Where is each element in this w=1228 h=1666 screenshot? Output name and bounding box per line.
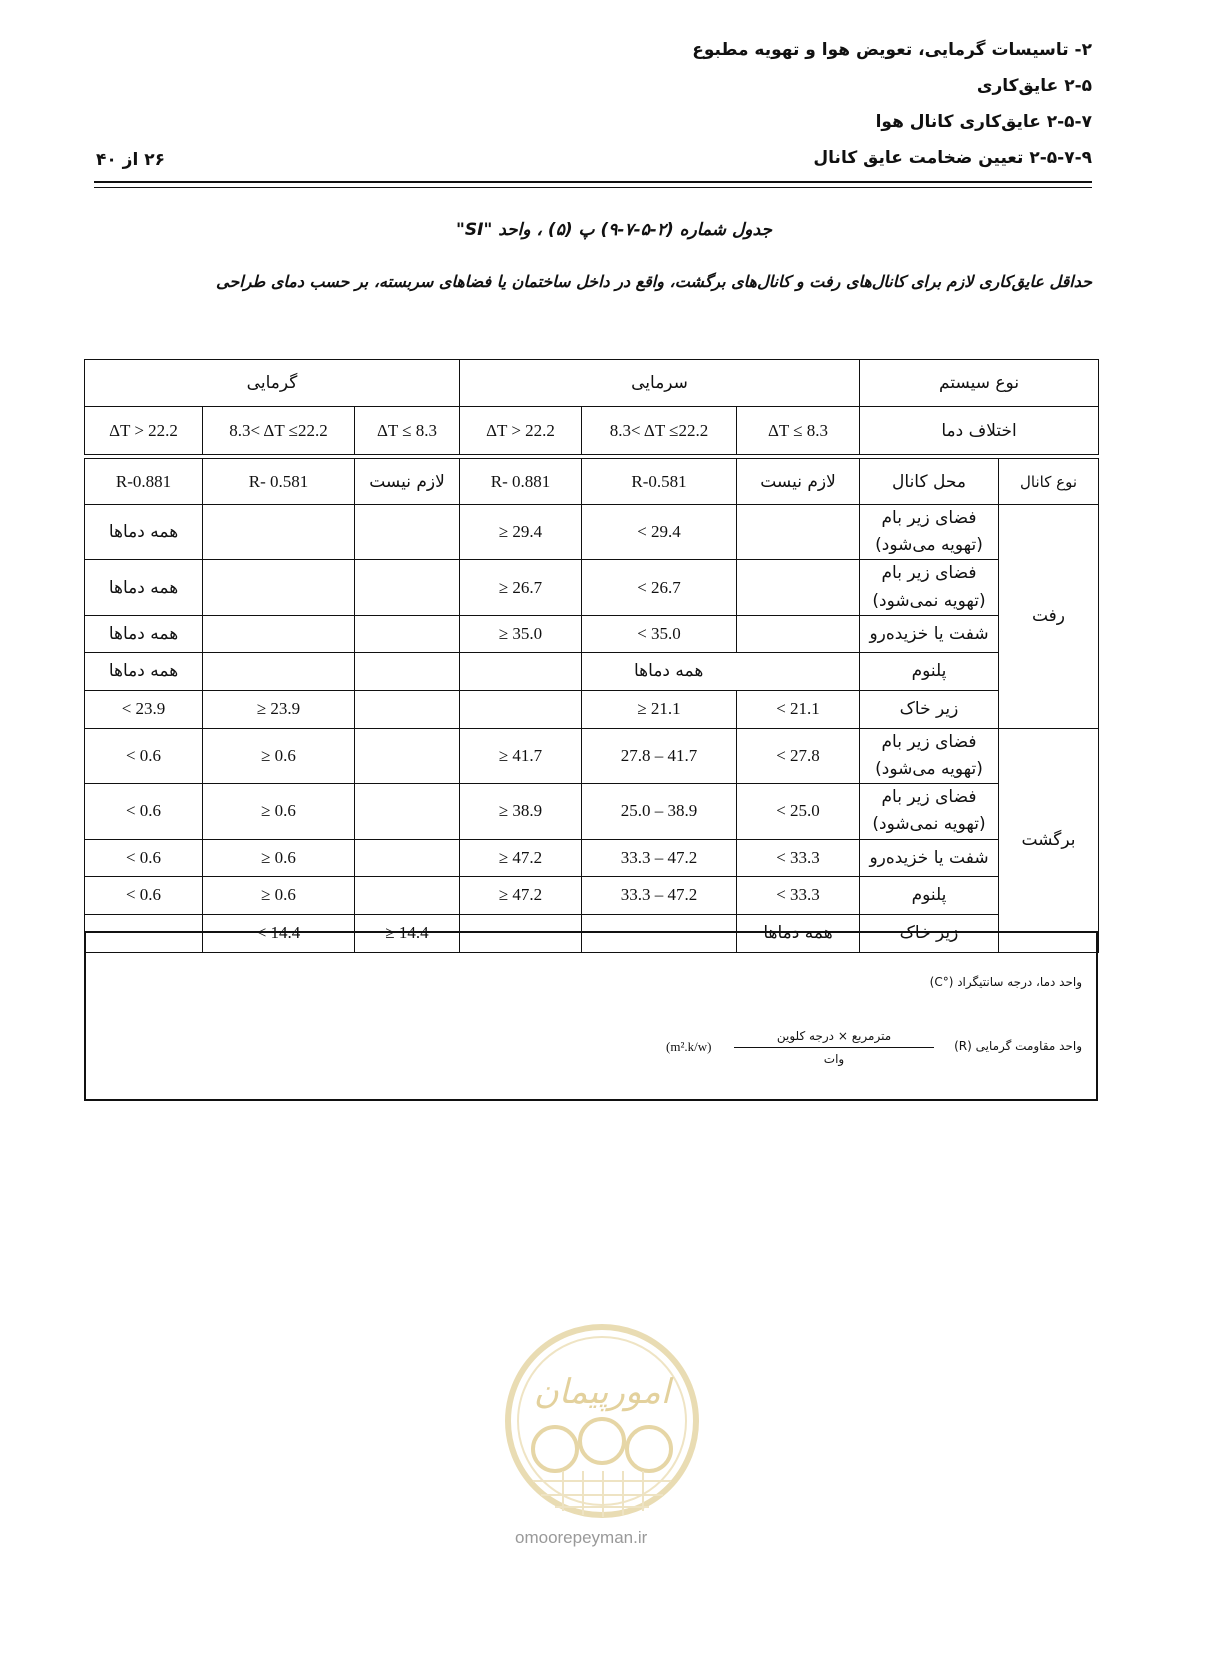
not-required-cell: لازم نیست (355, 459, 460, 505)
table-cell: < 14.4 (203, 914, 355, 952)
location-cell: فضای زیر بام (تهویه نمی‌شود) (860, 560, 999, 615)
return-group-label: برگشت (999, 728, 1099, 952)
r-value-cell: R-0.881 (85, 459, 203, 505)
table-cell (203, 615, 355, 652)
temperature-unit-note: واحد دما، درجه سانتیگراد (°C) (929, 975, 1082, 989)
table-row (85, 839, 1099, 876)
table-cell: ≥ 21.1 (582, 690, 737, 728)
cooling-dt-mid: 8.3< ΔT ≤22.2 (582, 407, 737, 455)
table-cell (355, 652, 460, 690)
table-cell: < 0.6 (85, 728, 203, 783)
table-header-grid (84, 359, 1099, 455)
table-cell: < 23.9 (85, 690, 203, 728)
table-cell: < 35.0 (582, 615, 737, 652)
table-cell: < 0.6 (85, 876, 203, 914)
location-cell: زیر خاک (860, 914, 999, 952)
table-cell: < 33.3 (737, 839, 860, 876)
not-required-cell: لازم نیست (737, 459, 860, 505)
table-cell (203, 652, 355, 690)
table-cell (355, 505, 460, 560)
header-chapter: ۲- تاسیسات گرمایی، تعویض هوا و تهویه مطبوع (692, 40, 1092, 60)
table-row (85, 615, 1099, 652)
table-cell: همه دماها (85, 615, 203, 652)
table-cell: ≥ 0.6 (203, 876, 355, 914)
table-cell: < 0.6 (85, 839, 203, 876)
unit-fraction (734, 1029, 934, 1066)
watermark-logo-icon (503, 1311, 701, 1531)
location-cell: فضای زیر بام (تهویه می‌شود) (860, 728, 999, 783)
table-cell: < 0.6 (85, 784, 203, 839)
header-section: ۲-۵ عایق‌کاری (976, 76, 1092, 96)
table-cell (460, 690, 582, 728)
location-cell: فضای زیر بام (تهویه نمی‌شود) (860, 784, 999, 839)
heating-header: گرمایی (85, 360, 460, 407)
header-rule-thin (94, 187, 1092, 188)
table-cell: < 26.7 (582, 560, 737, 615)
table-row (85, 784, 1099, 839)
r-value-cell: R- 0.881 (460, 459, 582, 505)
system-type-header: نوع سیستم (860, 360, 1099, 407)
fraction-denominator: وات (823, 1052, 845, 1066)
table-cell (355, 615, 460, 652)
table-cell: ≥ 26.7 (460, 560, 582, 615)
table-subtitle: حداقل عایق‌کاری لازم برای کانال‌های رفت و کانال‌های برگشت، واقع در داخل ساختمان یا فضاهای سربسته، بر حسب دمای طراحی (216, 272, 1092, 291)
fraction-bar (734, 1047, 934, 1048)
location-cell: پلنوم (860, 652, 999, 690)
header-subsection: ۲-۵-۷ عایق‌کاری کانال هوا (875, 112, 1092, 132)
table-cell: 27.8 – 41.7 (582, 728, 737, 783)
page-number: ۲۶ از ۴۰ (96, 150, 165, 170)
duct-location-header: محل کانال (860, 459, 999, 505)
table-row (85, 560, 1099, 615)
table-cell: 25.0 – 38.9 (582, 784, 737, 839)
table-cell: < 27.8 (737, 728, 860, 783)
table-cell: < 25.0 (737, 784, 860, 839)
location-cell: زیر خاک (860, 690, 999, 728)
table-cell: ≥ 23.9 (203, 690, 355, 728)
table-cell (355, 560, 460, 615)
si-unit-label: (m².k/w) (666, 1039, 712, 1054)
table-cell: < 33.3 (737, 876, 860, 914)
table-cell (355, 876, 460, 914)
heating-dt-low: ΔT ≤ 8.3 (355, 407, 460, 455)
table-cell: ≥ 0.6 (203, 839, 355, 876)
table-row (85, 652, 1099, 690)
table-cell (355, 690, 460, 728)
table-cell: همه دماها (582, 652, 860, 690)
table-cell (737, 560, 860, 615)
table-title: جدول شماره (۲-۵-۷-۹) پ (۵) ، واحد "SI" (456, 220, 772, 240)
table-cell: ≥ 0.6 (203, 784, 355, 839)
location-cell: پلنوم (860, 876, 999, 914)
fraction-numerator: مترمربع × درجه کلوین (776, 1029, 892, 1043)
table-cell: ≥ 38.9 (460, 784, 582, 839)
table-row (85, 728, 1099, 783)
table-cell: ≥ 14.4 (355, 914, 460, 952)
header-rule (94, 181, 1092, 183)
table-cell: ≥ 29.4 (460, 505, 582, 560)
table-cell: همه دماها (85, 652, 203, 690)
r-unit-note: واحد مقاومت گرمایی (R) (954, 1039, 1082, 1053)
location-cell: شفت یا خزیده‌رو (860, 839, 999, 876)
table-cell: 33.3 – 47.2 (582, 839, 737, 876)
table-cell (355, 728, 460, 783)
table-row (85, 690, 1099, 728)
table-cell (737, 615, 860, 652)
table-cell (355, 839, 460, 876)
insulation-table (84, 458, 1099, 953)
table-cell: همه دماها (737, 914, 860, 952)
cooling-dt-high: ΔT > 22.2 (460, 407, 582, 455)
units-notes (84, 931, 1098, 1101)
table-cell: < 21.1 (737, 690, 860, 728)
table-row (85, 876, 1099, 914)
table-cell: ≥ 0.6 (203, 728, 355, 783)
watermark-site: omoorepeyman.ir (515, 1528, 648, 1547)
table-cell: ≥ 35.0 (460, 615, 582, 652)
supply-group-label: رفت (999, 505, 1099, 729)
table-cell: همه دماها (85, 505, 203, 560)
cooling-dt-low: ΔT ≤ 8.3 (737, 407, 860, 455)
r-value-cell: R- 0.581 (203, 459, 355, 505)
table-cell: ≥ 47.2 (460, 839, 582, 876)
temperature-difference-header: اختلاف دما (860, 407, 1099, 455)
table-row (85, 505, 1099, 560)
table-cell (460, 652, 582, 690)
heating-dt-mid: 8.3< ΔT ≤22.2 (203, 407, 355, 455)
cooling-header: سرمایی (460, 360, 860, 407)
table-cell: 33.3 – 47.2 (582, 876, 737, 914)
duct-type-header: نوع کانال (999, 459, 1099, 505)
location-cell: شفت یا خزیده‌رو (860, 615, 999, 652)
header-topic: ۲-۵-۷-۹ تعیین ضخامت عایق کانال (813, 148, 1092, 168)
table-cell (737, 505, 860, 560)
r-value-cell: R-0.581 (582, 459, 737, 505)
table-cell: < 29.4 (582, 505, 737, 560)
table-cell: همه دماها (85, 560, 203, 615)
table-cell: ≥ 41.7 (460, 728, 582, 783)
watermark-logo-text: امورپیمان (533, 1372, 671, 1412)
table-cell (355, 784, 460, 839)
heating-dt-high: ΔT > 22.2 (85, 407, 203, 455)
table-cell (203, 560, 355, 615)
location-cell: فضای زیر بام (تهویه می‌شود) (860, 505, 999, 560)
table-cell: ≥ 47.2 (460, 876, 582, 914)
table-cell (203, 505, 355, 560)
